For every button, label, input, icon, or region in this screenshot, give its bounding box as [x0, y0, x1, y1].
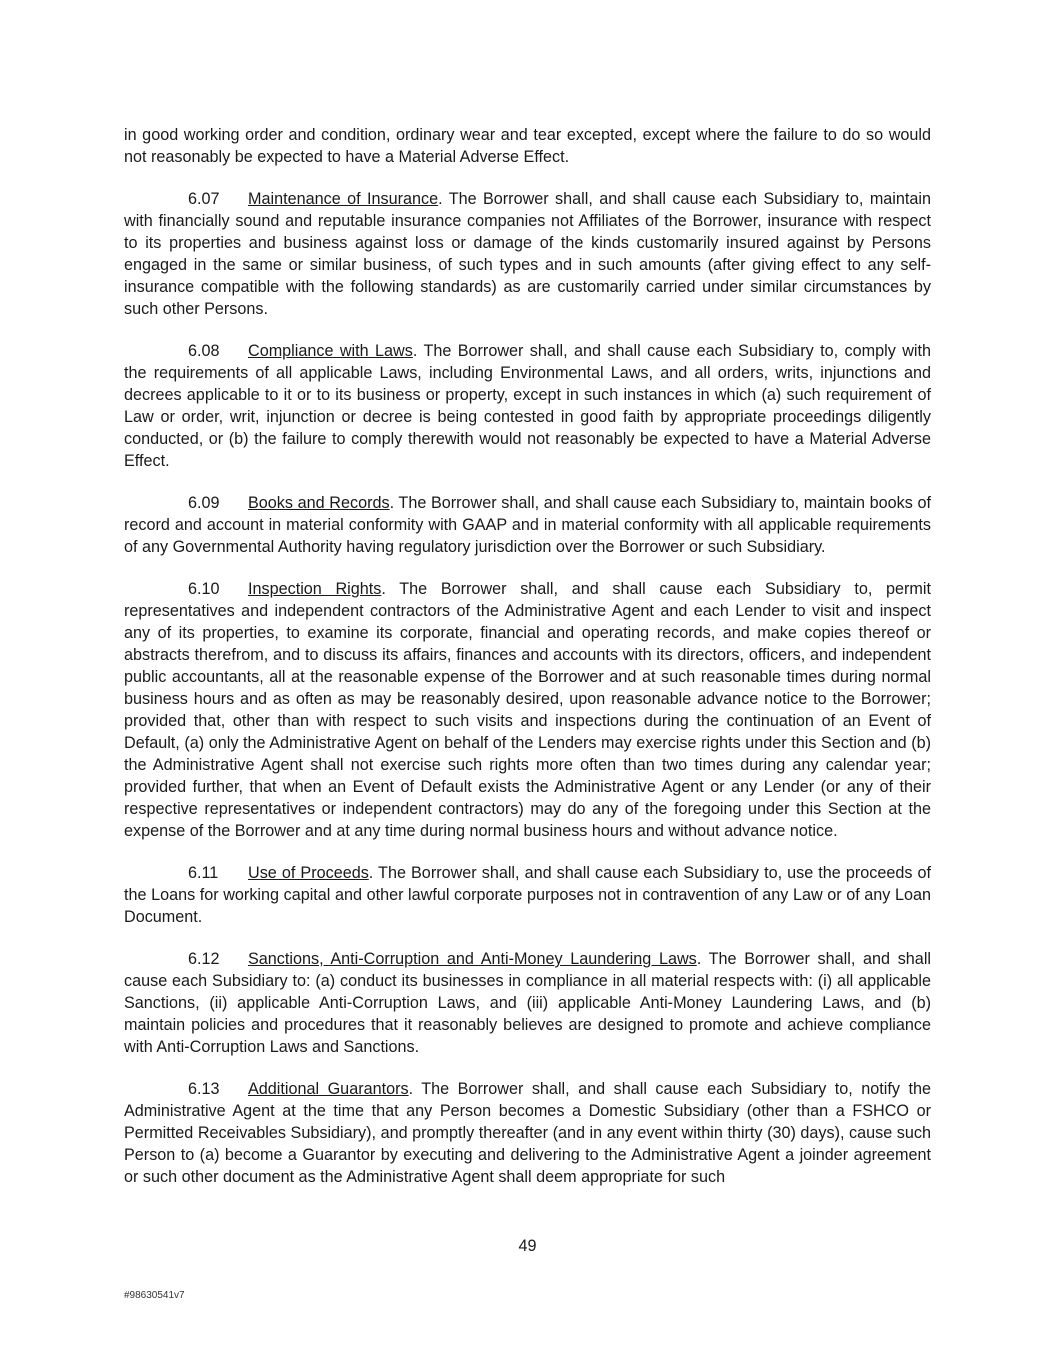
section-number: 6.07 [188, 190, 220, 208]
section-heading: Additional Guarantors [248, 1080, 409, 1098]
document-id: #98630541v7 [124, 1290, 185, 1301]
page-number: 49 [518, 1237, 537, 1255]
section-body: . The Borrower shall, and shall cause each Subsidiary to, notify the Administrative Agent at the time that any Person becomes a Domestic Subsidiary (other than a FSHCO or Permitted Receivables Subsidiary), and promptly thereafter (and in any event within thirty (30) days), cause such Person to (a) become a Guarantor by executing and delivering to the Administrative Agent a joinder agreement or such other document as the Administrative Agent shall deem appropriate for such [124, 1080, 931, 1186]
section-number: 6.11 [188, 864, 219, 882]
intro-paragraph: in good working order and condition, ordinary wear and tear excepted, except where the failure to do so would not reasonably be expected to have a Material Adverse Effect. [124, 126, 931, 166]
section-number: 6.13 [188, 1080, 220, 1098]
document-page [124, 124, 931, 1208]
section-heading: Maintenance of Insurance [248, 190, 439, 208]
section-body: . The Borrower shall, and shall cause each Subsidiary to: (a) conduct its businesses in compliance in all material respects with: (i) all applicable Sanctions, (ii) applicable Anti-Corruption Laws, and (iii) applicable Anti-Money Laundering Laws, and (b) maintain policies and procedures that it reasonably believes are designed to promote and achieve compliance with Anti-Corruption Laws and Sanctions. [124, 950, 932, 1056]
section-6-08 [124, 340, 931, 472]
section-number: 6.09 [188, 494, 220, 512]
section-body: . The Borrower shall, and shall cause each Subsidiary to, maintain books of record and account in material conformity with GAAP and in material conformity with all applicable requirements of any Governmental Authority having regulatory jurisdiction over the Borrower or such Subsidiary. [124, 494, 931, 556]
section-body: . The Borrower shall, and shall cause each Subsidiary to, use the proceeds of the Loans for working capital and other lawful corporate purposes not in contravention of any Law or of any Loan Document. [124, 864, 931, 926]
section-heading: Use of Proceeds [248, 864, 369, 882]
section-6-11 [124, 862, 931, 928]
section-number: 6.12 [188, 950, 220, 968]
section-heading: Books and Records [248, 494, 390, 512]
section-6-09 [124, 492, 931, 558]
section-body: . The Borrower shall, and shall cause each Subsidiary to, comply with the requirements of all applicable Laws, including Environmental Laws, and all orders, writs, injunctions and decrees applicable to it or to its business or property, except in such instances in which (a) such requirement of Law or order, writ, injunction or decree is being contested in good faith by appropriate proceedings diligently conducted, or (b) the failure to comply therewith would not reasonably be expected to have a Material Adverse Effect. [124, 342, 931, 470]
section-body: . The Borrower shall, and shall cause each Subsidiary to, maintain with financially sound and reputable insurance companies not Affiliates of the Borrower, insurance with respect to its properties and business against loss or damage of the kinds customarily insured against by Persons engaged in the same or similar business, of such types and in such amounts (after giving effect to any self-insurance compatible with the following standards) as are customarily carried under similar circumstances by such other Persons. [124, 190, 932, 318]
section-heading: Sanctions, Anti-Corruption and Anti-Money Laundering Laws [248, 950, 697, 968]
section-6-10 [124, 578, 931, 842]
section-6-12 [124, 948, 931, 1058]
section-6-07 [124, 188, 931, 320]
section-6-13 [124, 1078, 931, 1188]
section-heading: Inspection Rights [248, 580, 382, 598]
section-heading: Compliance with Laws [248, 342, 413, 360]
section-number: 6.08 [188, 342, 220, 360]
section-body: . The Borrower shall, and shall cause each Subsidiary to, permit representatives and independent contractors of the Administrative Agent and each Lender to visit and inspect any of its properties, to examine its corporate, financial and operating records, and make copies thereof or abstracts therefrom, and to discuss its affairs, finances and accounts with its directors, officers, and independent public accountants, all at the reasonable expense of the Borrower and at such reasonable times during normal business hours and as often as may be reasonably desired, upon reasonable advance notice to the Borrower; provided that, other than with respect to such visits and inspections during the continuation of an Event of Default, (a) only the Administrative Agent on behalf of the Lenders may exercise rights under this Section and (b) the Administrative Agent shall not exercise such rights more often than two times during any calendar year; provided further, that when an Event of Default exists the Administrative Agent or any Lender (or any of their respective representatives or independent contractors) may do any of the foregoing under this Section at the expense of the Borrower and at any time during normal business hours and without advance notice. [124, 580, 931, 840]
section-number: 6.10 [188, 580, 220, 598]
